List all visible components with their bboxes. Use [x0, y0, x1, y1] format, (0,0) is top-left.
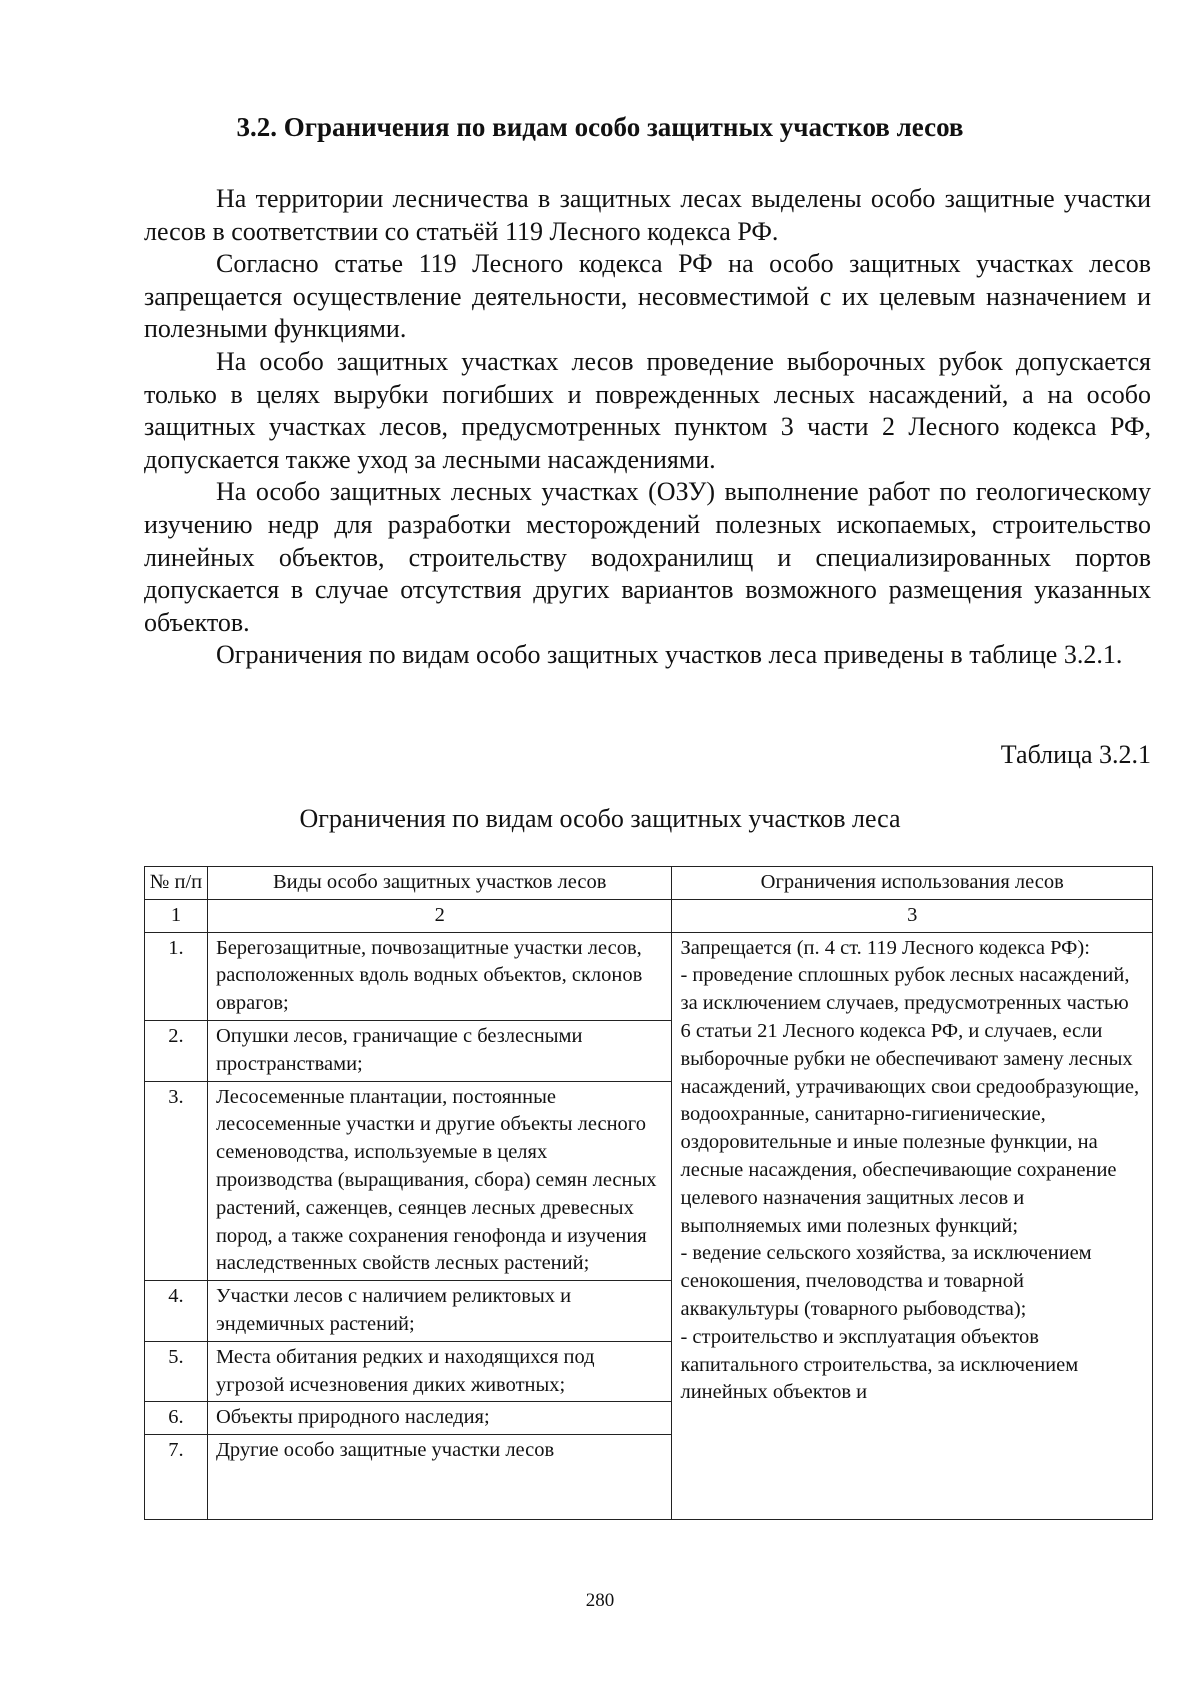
row-number: 4.	[145, 1281, 208, 1342]
paragraph: На особо защитных участках лесов проведение выборочных рубок допускается только в целях вырубки погибших и поврежденных лесных насаждений, а на особо защитных участках лесов, предусмотренных пунктом 3 части 2 Лесного кодекса РФ, допускается также уход за лесными насаждениями.	[144, 346, 1151, 474]
restrictions-table	[144, 866, 1153, 1520]
paragraph: Ограничения по видам особо защитных участков леса приведены в таблице 3.2.1.	[216, 640, 1123, 670]
row-type: Берегозащитные, почвозащитные участки лесов, расположенных вдоль водных объектов, склонов оврагов;	[207, 932, 672, 1020]
row-type: Опушки лесов, граничащие с безлесными пространствами;	[207, 1020, 672, 1081]
header-restrictions: Ограничения использования лесов	[672, 867, 1153, 900]
column-number: 2	[207, 899, 672, 932]
column-number: 1	[145, 899, 208, 932]
paragraph: На территории лесничества в защитных лесах выделены особо защитные участки лесов в соответствии со статьёй 119 Лесного кодекса РФ.	[144, 184, 1151, 246]
row-number: 5.	[145, 1341, 208, 1402]
table-header-row	[145, 867, 1153, 900]
table-number: Таблица 3.2.1	[1000, 740, 1151, 769]
row-type: Участки лесов с наличием реликтовых и эндемичных растений;	[207, 1281, 672, 1342]
row-number: 6.	[145, 1402, 208, 1435]
row-number: 7.	[145, 1435, 208, 1520]
row-type: Другие особо защитные участки лесов	[207, 1435, 672, 1520]
column-number: 3	[672, 899, 1153, 932]
header-number: № п/п	[145, 867, 208, 900]
paragraph: Согласно статье 119 Лесного кодекса РФ на особо защитных участках лесов запрещается осуществление деятельности, несовместимой с их целевым назначением и полезными функциями.	[144, 249, 1151, 344]
restrictions-cell: Запрещается (п. 4 ст. 119 Лесного кодекса РФ): - проведение сплошных рубок лесных насаждений, за исключением случаев, предусмотренных частью 6 статьи 21 Лесного кодекса РФ, и случаев, если выборочные рубки не обеспечивают замену лесных насаждений, утрачивающих свои средообразующие, водоохранные, санитарно-гигиенические, оздоровительные и иные полезные функции, на лесные насаждения, обеспечивающие сохранение целевого назначения защитных лесов и выполняемых ими полезных функций; - ведение сельского хозяйства, за исключением сенокошения, пчеловодства и товарной аквакультуры (товарного рыбоводства); - строительство и эксплуатация объектов капитального строительства, за исключением линейных объектов и	[672, 932, 1153, 1520]
row-number: 3.	[145, 1081, 208, 1281]
table-caption: Ограничения по видам особо защитных участков леса	[299, 804, 901, 833]
row-type: Места обитания редких и находящихся под угрозой исчезновения диких животных;	[207, 1341, 672, 1402]
header-type: Виды особо защитных участков лесов	[207, 867, 672, 900]
table-row	[145, 932, 1153, 1020]
row-type: Лесосеменные плантации, постоянные лесосеменные участки и другие объекты лесного семеноводства, используемые в целях производства (выращивания, сбора) семян лесных растений, саженцев, сеянцев лесных древесных пород, а также сохранения генофонда и изучения наследственных свойств лесных растений;	[207, 1081, 672, 1281]
row-number: 1.	[145, 932, 208, 1020]
row-type: Объекты природного наследия;	[207, 1402, 672, 1435]
column-numbers-row	[145, 899, 1153, 932]
section-heading: 3.2. Ограничения по видам особо защитных участков лесов	[236, 112, 964, 142]
row-number: 2.	[145, 1020, 208, 1081]
page-number: 280	[585, 1590, 615, 1611]
paragraph: На особо защитных лесных участках (ОЗУ) выполнение работ по геологическому изучению недр для разработки месторождений полезных ископаемых, строительство линейных объектов, строительству водохранилищ и специализированных портов допускается в случае отсутствия других вариантов возможного размещения указанных объектов.	[144, 477, 1151, 637]
body-text	[144, 183, 1151, 672]
